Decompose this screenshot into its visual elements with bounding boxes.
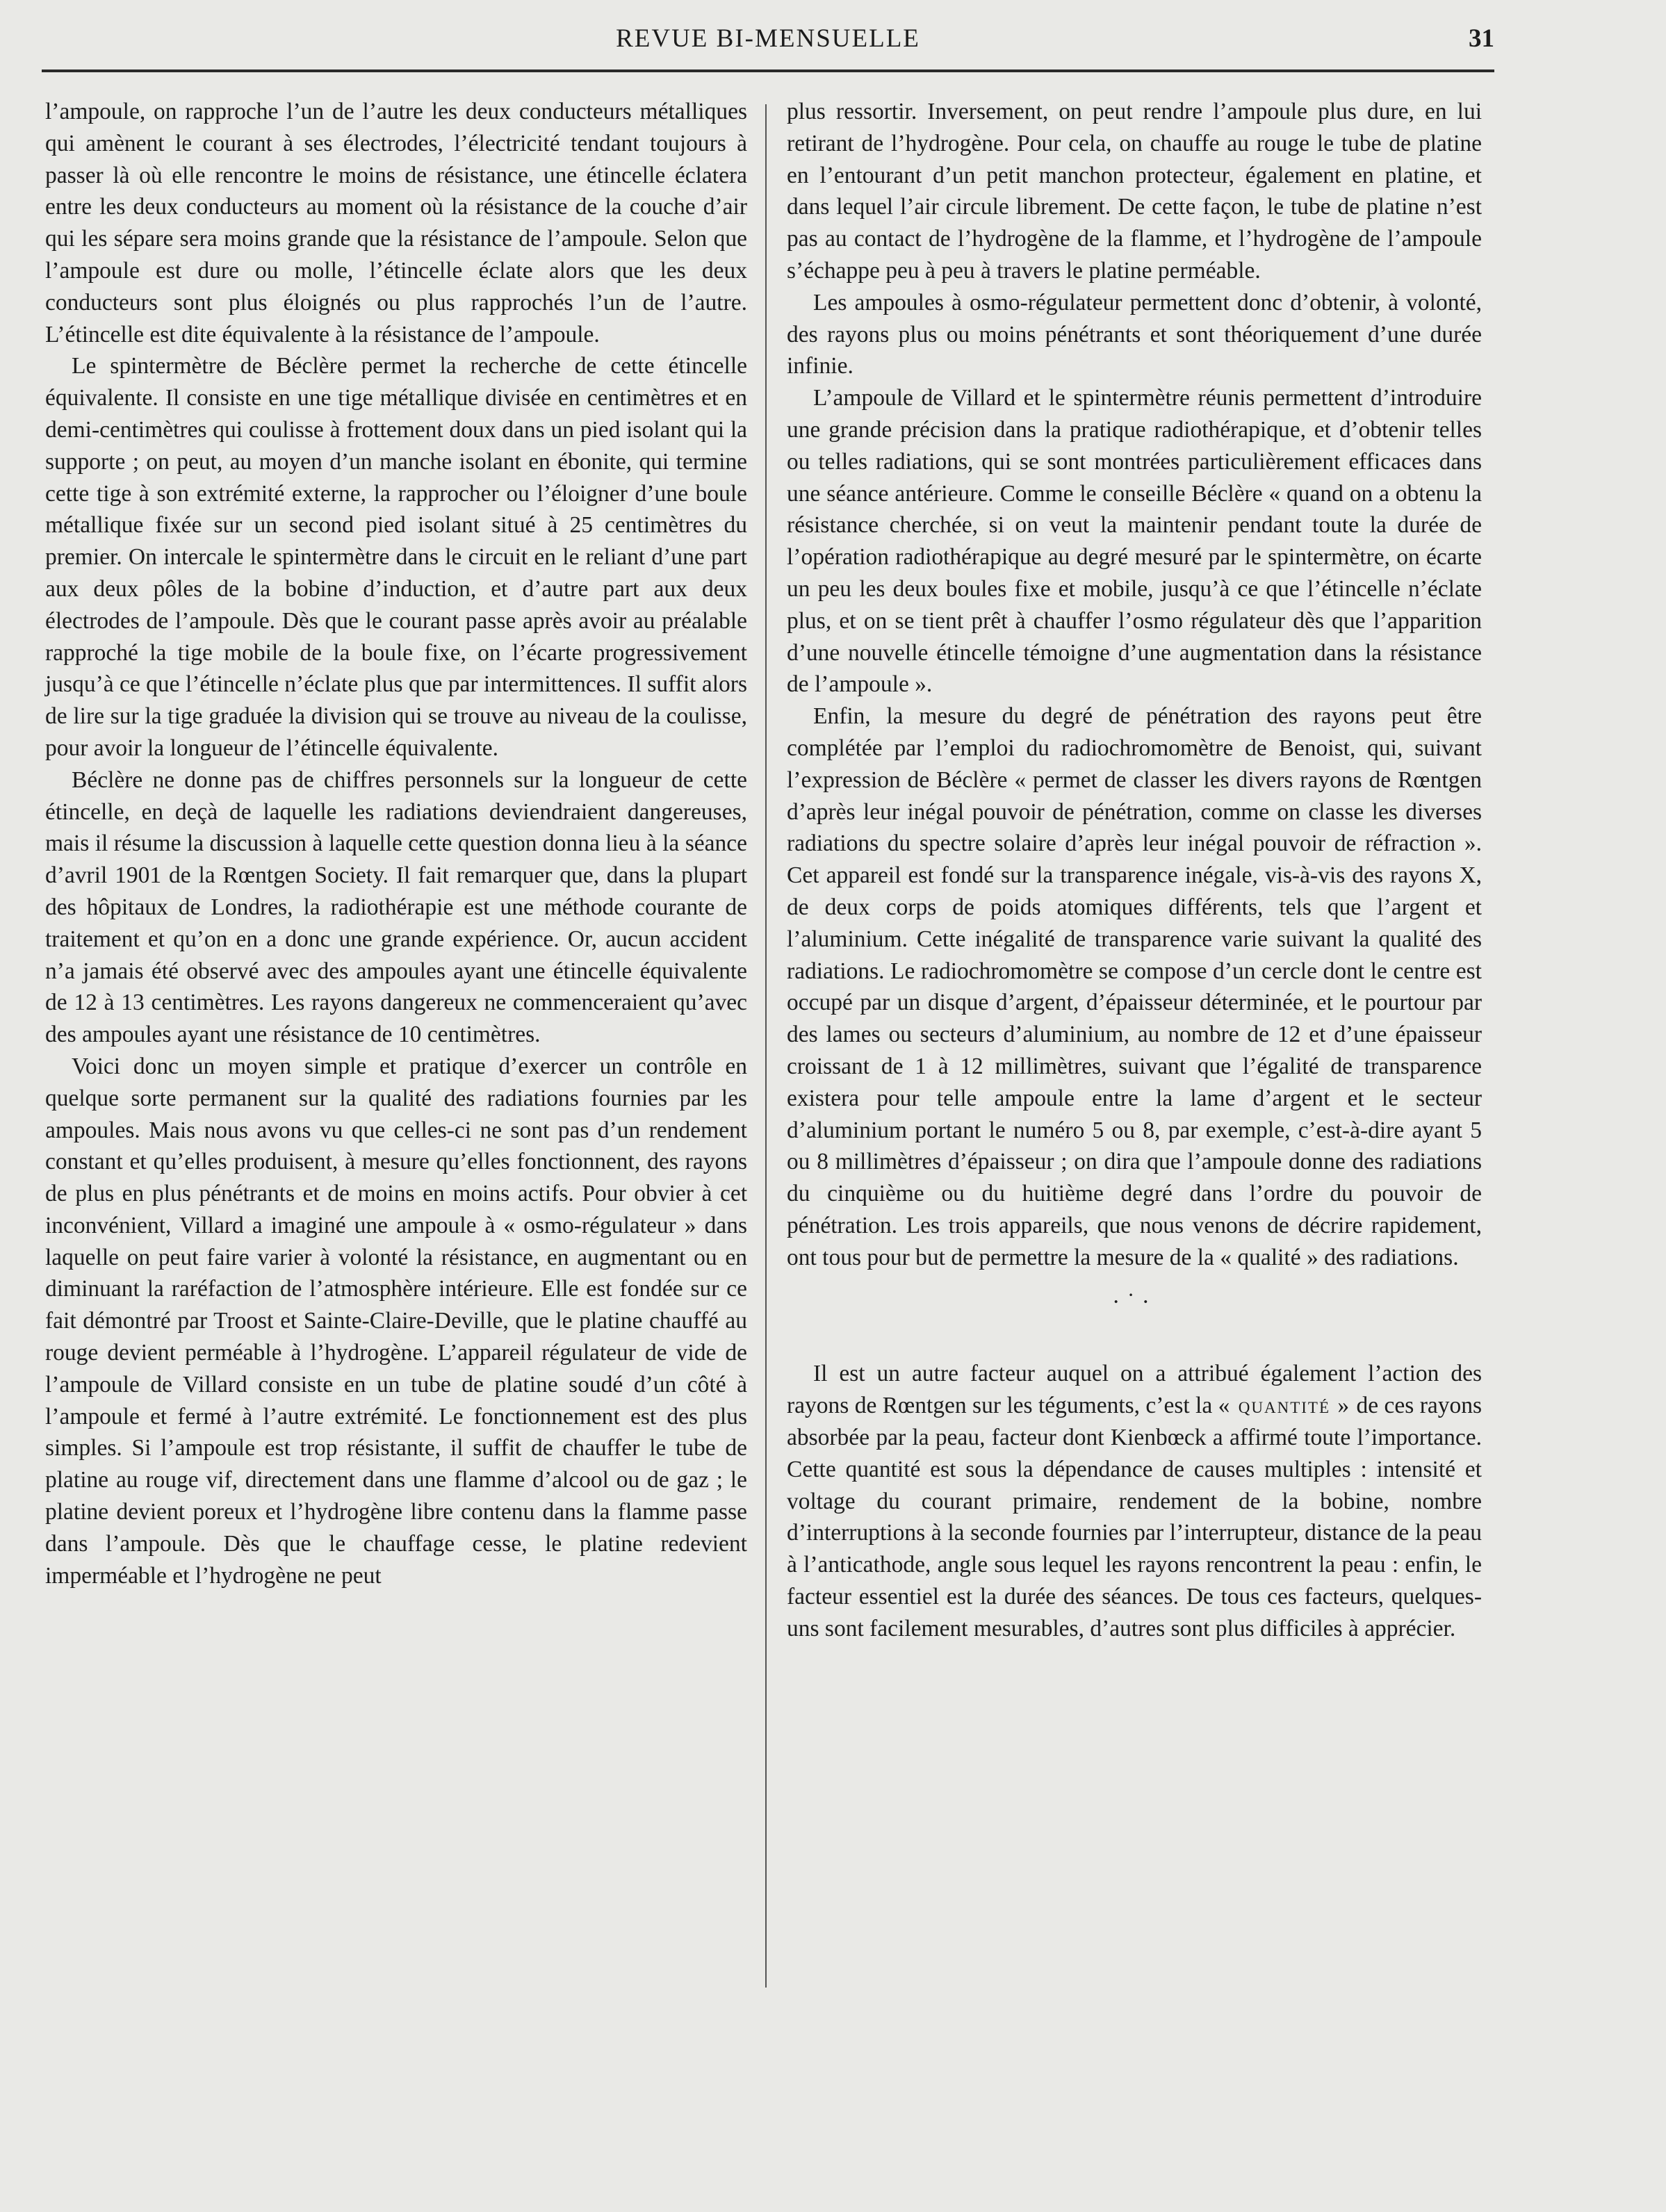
running-title: REVUE BI-MENSUELLE xyxy=(616,24,920,53)
section-separator: ·˙· xyxy=(1112,1289,1157,1316)
quantite-term: « quantité » xyxy=(1218,1393,1351,1419)
right-paragraph-1: plus ressortir. Inversement, on peut rendre l’ampoule plus dure, en lui retirant de l’hydrogène. Pour cela, on chauffe au rouge le tube de platine en l’entourant d’un petit manchon protecteur, également en platine, et dans lequel l’air circule librement. De cette façon, le tube de platine n’est pas au contact de l’hydrogène de la flamme, et l’hydrogène de l’ampoule s’échappe peu à peu à travers le platine perméable. xyxy=(787,99,1482,284)
right-paragraph-2: Les ampoules à osmo-régulateur permettent donc d’obtenir, à volonté, des rayons plus ou moins pénétrants et sont théoriquement d’une durée infinie. xyxy=(787,289,1482,379)
right-paragraph-5 xyxy=(787,1358,1482,1644)
left-paragraph-3: Béclère ne donne pas de chiffres personnels sur la longueur de cette étincelle, en deçà de laquelle les radiations deviendraient dangereuses, mais il résume la discussion à laquelle cette question donna lieu à la séance d’avril 1901 de la Rœntgen Society. Il fait remarquer que, dans la plupart des hôpitaux de Londres, la radiothérapie est une méthode courante de traitement et qu’on en a donc une grande expérience. Or, aucun accident n’a jamais été observé avec des ampoules ayant une étincelle équivalente de 12 à 13 centimètres. Les rayons dangereux ne commenceraient qu’avec des ampoules ayant une résistance de 10 centimètres. xyxy=(45,767,747,1048)
right-paragraph-4: Enfin, la mesure du degré de pénétration des rayons peut être complétée par l’emploi du radiochromomètre de Benoist, qui, suivant l’expression de Béclère « permet de classer les divers rayons de Rœntgen d’après leur inégal pouvoir de pénétration, comme on classe les diverses radiations du spectre solaire d’après leur inégal pouvoir de réfraction ». Cet appareil est fondé sur la transparence inégale, vis-à-vis des rayons X, de deux corps de poids atomiques différents, tels que l’argent et l’aluminium. Cette inégalité de transparence varie suivant la qualité des radiations. Le radiochromomètre se compose d’un cercle dont le centre est occupé par un disque d’argent, d’épaisseur déterminée, et le pourtour par des lames ou secteurs d’aluminium, au nombre de 12 et d’une épaisseur croissant de 1 à 12 millimètres, suivant que l’égalité de transparence existera pour telle ampoule entre la lame d’argent et le secteur d’aluminium portant le numéro 5 ou 8, par exemple, c’est-à-dire ayant 5 ou 8 millimètres d’épaisseur ; on dira que l’ampoule donne des radiations du cinquième ou du huitième degré dans l’ordre du pouvoir de pénétration. Les trois appareils, que nous venons de décrire rapidement, ont tous pour but de permettre la mesure de la « qualité » des radiations. xyxy=(787,703,1482,1270)
page-number: 31 xyxy=(1469,24,1494,53)
page-header xyxy=(42,21,1494,63)
column-divider xyxy=(765,104,767,1988)
paragraph-5-end: de ces rayons absorbée par la peau, facteur dont Kienbœck a affirmé toute l’importance. Cette quantité est sous la dépendance de causes multiples : intensité et voltage du courant primaire, rendement de la bobine, nombre d’interruptions à la seconde fournies par l’interrupteur, distance de la peau à l’anticathode, angle sous lequel les rayons rencontrent la peau : enfin, le facteur essentiel est la durée des séances. De tous ces facteurs, quelques-uns sont facilement mesurables, d’autres sont plus difficiles à apprécier. xyxy=(787,1393,1483,1641)
right-column xyxy=(787,96,1482,1645)
right-paragraph-3: L’ampoule de Villard et le spintermètre réunis permettent d’introduire une grande précision dans la pratique radiothérapique, et d’obtenir telles ou telles radiations, qui se sont montrées particulièrement efficaces dans une séance antérieure. Comme le conseille Béclère « quand on a obtenu la résistance cherchée, si on veut la maintenir pendant toute la durée de l’opération radiothérapique au degré mesuré par le spintermètre, on écarte un peu les deux boules fixe et mobile, jusqu’à ce que l’étincelle n’éclate plus, et on se tient prêt à chauffer l’osmo régulateur dès que l’apparition d’une nouvelle étincelle témoigne d’une augmentation dans la résistance de l’ampoule ». xyxy=(787,385,1482,698)
left-column xyxy=(45,96,747,1591)
header-rule xyxy=(42,69,1494,72)
left-paragraph-1: l’ampoule, on rapproche l’un de l’autre les deux conducteurs métalliques qui amènent le courant à ses électrodes, l’électricité tendant toujours à passer là où elle rencontre le moins de résistance, une étincelle éclatera entre les deux conducteurs au moment où la résistance de la couche d’air qui les sépare sera moins grande que la résistance de l’ampoule. Selon que l’ampoule est dure ou molle, l’étincelle éclate alors que les deux conducteurs sont plus éloignés ou plus rapprochés l’un de l’autre. L’étincelle est dite équivalente à la résistance de l’ampoule. xyxy=(45,99,747,347)
paragraph-5-start: Il est un autre facteur auquel on a attribué également l’action des rayons de Rœntgen sur les téguments, c’est la xyxy=(787,1361,1482,1419)
left-paragraph-2: Le spintermètre de Béclère permet la recherche de cette étincelle équivalente. Il consiste en une tige métallique divisée en centimètres et en demi-centimètres qui coulisse à frottement doux dans un pied isolant qui la supporte ; on peut, au moyen d’un manche isolant en ébonite, qui termine cette tige à son extrémité externe, la rapprocher ou l’éloigner d’une boule métallique fixée sur un second pied isolant situé à 25 centimètres du premier. On intercale le spintermètre dans le circuit en le reliant d’une part aux deux pôles de la bobine d’induction, et d’autre part aux deux électrodes de l’ampoule. Dès que le courant passe après avoir au préalable rapproché la tige mobile de la boule fixe, on l’écarte progressivement jusqu’à ce que l’étincelle n’éclate plus que par intermittences. Il suffit alors de lire sur la tige graduée la division qui se trouve au niveau de la coulisse, pour avoir la longueur de l’étincelle équivalente. xyxy=(45,353,747,761)
left-paragraph-4: Voici donc un moyen simple et pratique d’exercer un contrôle en quelque sorte permanent sur la qualité des radiations fournies par les ampoules. Mais nous avons vu que celles-ci ne sont pas d’un rendement constant et qu’elles produisent, à mesure qu’elles fonctionnent, des rayons de plus en plus pénétrants et de moins en moins actifs. Pour obvier à cet inconvénient, Villard a imaginé une ampoule à « osmo-régulateur » dans laquelle on peut faire varier à volonté la résistance, en augmentant ou en diminuant la raréfaction de l’atmosphère intérieure. Elle est fondée sur ce fait démontré par Troost et Sainte-Claire-Deville, que le platine chauffé au rouge devient perméable à l’hydrogène. L’appareil régulateur de vide de l’ampoule de Villard consiste en un tube de platine soudé d’un côté à l’ampoule et fermé à l’autre extrémité. Le fonctionnement est des plus simples. Si l’ampoule est trop résistante, il suffit de chauffer le tube de platine au rouge vif, directement dans une flamme d’alcool ou de gaz ; le platine devient poreux et l’hydrogène libre contenu dans la flamme passe dans l’ampoule. Dès que le chauffage cesse, le platine redevient imperméable et l’hydrogène ne peut xyxy=(45,1053,747,1589)
